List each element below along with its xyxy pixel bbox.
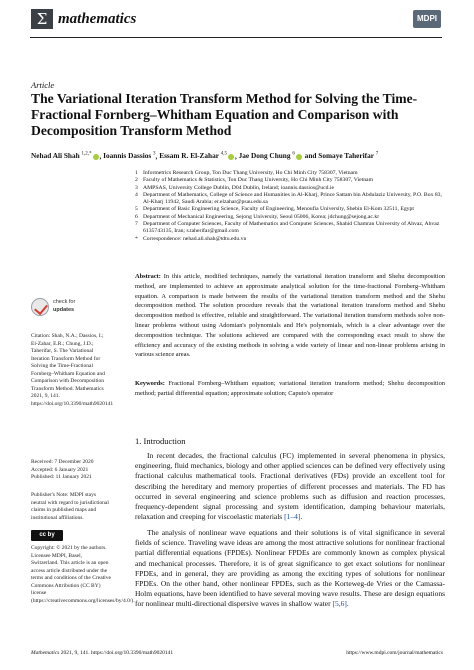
abstract — [135, 272, 445, 360]
orcid-icon[interactable] — [228, 154, 234, 160]
affiliation-item: 2 Faculty of Mathematics & Statistics, Ton Duc Thang University, Ho Chi Minh City 758307, Vietnam — [135, 177, 374, 184]
keywords-text: Fractional Fornberg–Whitham equation; variational iteration transform method; Shehu decomposition method; partial differential equation; approximate solution; Caputo's operator — [135, 380, 445, 397]
check-updates-icon — [31, 298, 49, 316]
author-4[interactable]: Jae Dong Chung $^6$ — [238, 151, 295, 161]
affiliation-item: 1 Informetrics Research Group, Ton Duc Thang University, Ho Chi Minh City 758307, Vietnam — [135, 170, 358, 176]
publisher-logo[interactable] — [413, 10, 441, 28]
abstract-label: Abstract: — [135, 273, 161, 280]
check-for-updates-button[interactable]: check for updates — [31, 297, 111, 317]
author-3[interactable]: Essam R. El-Zahar $^{4,5}$ — [159, 151, 227, 161]
publisher-note: Publisher's Note: MDPI stays neutral with regard to jurisdictional claims in published maps and institutional affiliations. — [31, 492, 109, 521]
article-type: Article — [31, 80, 55, 90]
received-date: Received: 7 December 2020 — [31, 459, 94, 465]
orcid-icon[interactable] — [93, 154, 99, 160]
page-footer — [31, 650, 443, 656]
author-1[interactable]: Nehad Ali Shah $^{1,2,*}$ — [31, 151, 92, 161]
affiliation-item: 4 Department of Mathematics, College of Science and Humanities in Al-Kharj, Prince Sattam bin Abdulaziz University, P.O. Box 83, Al-Kharj 11942, Saudi Arabia; er.elzahar@psau.edu.sa — [135, 191, 442, 206]
author-list: Nehad Ali Shah $^{1,2,*}$ , Ioannis Dassios $^3$, Essam R. El-Zahar $^{4,5}$ , Jae Dong Chung $^6$ and Somaye Taherifar $^7$ — [31, 151, 379, 161]
author-5[interactable]: and Somaye Taherifar $^7$ — [304, 151, 379, 161]
affiliations — [135, 170, 445, 243]
intro-paragraph-2: The analysis of nonlinear wave equations and their solutions is of vital significance in several fields of science. Traveling wave ideas are among the most attractive solutions for nonlinear fractional partial differential equations (FPDEs). Nonlinear FPDEs are commonly known as complex physical and mechanical processes. Therefore, it is of great significance to get exact solutions for nonlinear FPDEs, and in general, they are providing as among the exciting types of solutions for nonlinear FPDEs. On the other hand, other nonlinear FPDEs, such as the Korteweg-de Vries or the Camassa-Holm equations, have been identified to have several moving wave results. These are design equations for nonlinear multi-directional dispersive waves in shallow water [5,6]. — [135, 528, 445, 609]
article-title: The Variational Iteration Transform Method for Solving the Time-Fractional Fornberg–Whitham Equation and Comparison with Decomposition Transform Method — [31, 91, 418, 138]
journal-logo: Σ — [31, 9, 53, 29]
section-heading-introduction: 1. Introduction — [135, 436, 186, 446]
orcid-icon[interactable] — [296, 154, 302, 160]
published-date: Published: 11 January 2021 — [31, 474, 92, 480]
affiliation-item: 7 Department of Computer Sciences, Faculty of Mathematics and Computer Sciences, Shahid Chamran University of Ahvaz, Ahvaz 6135743135, Iran; s.taherifar@gmail.com — [135, 221, 440, 235]
accepted-date: Accepted: 6 January 2021 — [31, 466, 89, 473]
copyright-notice: Copyright: © 2021 by the authors. Licensee MDPI, Basel, Switzerland. This article is an open access article distributed under the terms and conditions of the Creative Commons Attribution (CC BY) license (https://creativecommons.org/licenses/by/4.0/). — [31, 545, 135, 604]
footer-citation: Mathematics 2021, 9, 141. https://doi.org/10.3390/math9020141 — [31, 650, 174, 656]
keywords-label: Keywords: — [135, 380, 165, 387]
citation-link[interactable]: [1–4] — [284, 512, 301, 522]
header-divider — [30, 37, 442, 38]
publisher-logo-text: MDPI — [413, 10, 441, 28]
citation-link[interactable]: [5,6] — [332, 599, 347, 609]
author-2[interactable]: Ioannis Dassios $^3$ — [103, 151, 156, 161]
keywords — [135, 379, 445, 399]
intro-paragraph-1: In recent decades, the fractional calculus (FC) implemented in several phenomena in physics, engineering, fluid mechanics, biology and other applied sciences can be defined very effectively using fractional calculus mathematical tools. Fractional derivatives (FDs) provide an excellent tool for describing the hereditary and memory properties of different processes and materials. The FD has occurred in several engineering and science problems such as diffusion and reaction processes, frequency-dependent signal processing and system identification, damping behaviour materials, relaxation and creeping for viscoelastic materials [1–4]. — [135, 451, 445, 522]
citation: Citation: Shah, N.A.; Dassios, I.; El-Zahar, E.R.; Chung, J.D.; Taherifar, S. The Variational Iteration Transform Method for Solving the Time-Fractional Fornberg–Whitham Equation and Comparison with Decomposition Transform Method. Mathematics 2021, 9, 141. https://doi.org/10.3390/math9020141 — [31, 333, 114, 407]
affiliation-item: 5 Department of Basic Engineering Science, Faculty of Engineering, Menoufia University, Shebin El-Kom 32511, Egypt — [135, 206, 414, 213]
correspondence: * Correspondence: nehad.ali.shah@tdtu.edu.vn — [135, 235, 247, 242]
affiliation-item: 6 Department of Mechanical Engineering, Sejong University, Seoul 05006, Korea; jdchung@sejong.ac.kr — [135, 213, 380, 220]
affiliation-item: 3 AMPSAS, University College Dublin, D04 Dublin, Ireland; ioannis.dassios@ucd.ie — [135, 184, 335, 191]
journal-name[interactable]: mathematics — [58, 11, 137, 27]
publication-dates — [31, 459, 111, 482]
cc-license-badge[interactable]: cc by — [31, 530, 63, 541]
abstract-text: In this article, modified techniques, namely the variational iteration transform and Shehu decomposition method, are implemented to achieve an approximate analytical solution for the time-fractional Fornberg–Whitham equation. A comparison is made between the results of the variational iteration transform method and the Shehu decomposition method. The solution procedure reveals that the variational iteration transform method and Shehu decomposition method is effective, reliable and straightforward. The variational iteration transform methods solve non-linear problems without using Adomian's polynomials and He's polynomials, which is a clear advantage over the decomposition technique. The solutions achieved are compared with the corresponding exact result to show the efficiency and accuracy of the existing methods in solving a wide variety of linear and non-linear problems arising in various science areas. — [135, 273, 445, 359]
footer-journal-url[interactable]: https://www.mdpi.com/journal/mathematics — [346, 650, 443, 656]
